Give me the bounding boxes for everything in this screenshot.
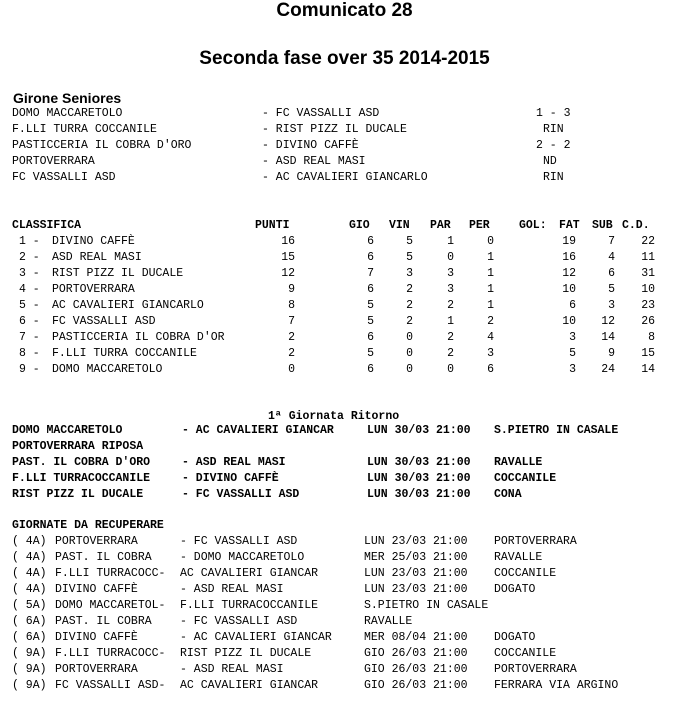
standing-points: 16 (281, 235, 295, 248)
standing-team: ASD REAL MASI (52, 251, 142, 264)
standing-goals-for: 6 (569, 299, 576, 312)
standing-points: 7 (288, 315, 295, 328)
fixture-datetime: LUN 30/03 21:00 (367, 488, 471, 501)
standing-goals-for: 10 (562, 283, 576, 296)
standing-points: 12 (281, 267, 295, 280)
standing-diff: 22 (641, 235, 655, 248)
fixture-venue: CONA (494, 488, 522, 501)
standings-row (0, 330, 689, 346)
standing-lost: 4 (487, 331, 494, 344)
col-diff: C.D. (622, 219, 650, 232)
standing-drawn: 3 (447, 267, 454, 280)
recupero-home: PORTOVERRARA (55, 535, 138, 548)
standing-points: 8 (288, 299, 295, 312)
result-away: - ASD REAL MASI (262, 155, 366, 168)
recupero-home: PAST. IL COBRA (55, 615, 152, 628)
standing-goals-for: 10 (562, 315, 576, 328)
standing-team: F.LLI TURRA COCCANILE (52, 347, 197, 360)
recupero-away: F.LLI TURRACOCCANILE (180, 599, 319, 612)
col-for: FAT (559, 219, 580, 232)
standing-diff: 23 (641, 299, 655, 312)
fixture-datetime: LUN 30/03 21:00 (367, 472, 471, 485)
standing-won: 2 (406, 283, 413, 296)
standing-diff: 14 (641, 363, 655, 376)
recupero-row (0, 646, 689, 662)
result-away: - DIVINO CAFFÈ (262, 139, 359, 152)
standing-goals-against: 14 (601, 331, 615, 344)
fixture-away: - AC CAVALIERI GIANCAR (182, 424, 334, 437)
recupero-away: - DOMO MACCARETOLO (180, 551, 305, 564)
result-score: ND (543, 155, 557, 168)
standing-lost: 2 (487, 315, 494, 328)
recupero-venue: COCCANILE (494, 567, 557, 580)
recupero-venue: PORTOVERRARA (494, 663, 577, 676)
fixture-away: - ASD REAL MASI (182, 456, 286, 469)
fixture-datetime: LUN 30/03 21:00 (367, 424, 471, 437)
recupero-row (0, 614, 689, 630)
standing-goals-against: 4 (608, 251, 615, 264)
recupero-venue: FERRARA VIA ARGINO (494, 679, 619, 692)
col-team: CLASSIFICA (12, 219, 82, 232)
recupero-away: - AC CAVALIERI GIANCAR (180, 631, 332, 644)
standing-won: 0 (406, 331, 413, 344)
recupero-round: ( 9A) (12, 647, 47, 660)
recupero-round: ( 4A) (12, 583, 47, 596)
recupero-home: DIVINO CAFFÈ (55, 631, 138, 644)
recupero-round: ( 5A) (12, 599, 47, 612)
standing-position: 8 - (19, 347, 40, 360)
standing-position: 6 - (19, 315, 40, 328)
col-won: VIN (389, 219, 410, 232)
result-away: - AC CAVALIERI GIANCARLO (262, 171, 428, 184)
standing-drawn: 3 (447, 283, 454, 296)
result-row (0, 138, 689, 154)
recupero-row (0, 550, 689, 566)
result-score: 2 - 2 (536, 139, 571, 152)
standing-played: 6 (367, 283, 374, 296)
recupero-datetime: S.PIETRO IN CASALE (364, 599, 489, 612)
recupero-away: AC CAVALIERI GIANCAR (180, 679, 319, 692)
recupero-datetime: GIO 26/03 21:00 (364, 679, 468, 692)
standing-points: 0 (288, 363, 295, 376)
standing-points: 9 (288, 283, 295, 296)
standing-won: 0 (406, 363, 413, 376)
standing-goals-against: 3 (608, 299, 615, 312)
standing-position: 7 - (19, 331, 40, 344)
recupero-home: PORTOVERRARA (55, 663, 138, 676)
standing-won: 3 (406, 267, 413, 280)
standing-points: 2 (288, 331, 295, 344)
standing-goals-for: 19 (562, 235, 576, 248)
fixture-venue: RAVALLE (494, 456, 543, 469)
standing-drawn: 0 (447, 363, 454, 376)
standing-played: 6 (367, 251, 374, 264)
recupero-away: RIST PIZZ IL DUCALE (180, 647, 312, 660)
standings-row (0, 362, 689, 378)
recupero-away: - FC VASSALLI ASD (180, 535, 298, 548)
result-row (0, 170, 689, 186)
recuperi-title: GIORNATE DA RECUPERARE (12, 519, 164, 532)
recupero-round: ( 9A) (12, 663, 47, 676)
fixture-home: F.LLI TURRACOCCANILE (12, 472, 151, 485)
standing-points: 15 (281, 251, 295, 264)
recupero-row (0, 678, 689, 694)
fixture-away: - DIVINO CAFFÈ (182, 472, 279, 485)
standing-diff: 26 (641, 315, 655, 328)
standings-row (0, 266, 689, 282)
col-against: SUB (592, 219, 613, 232)
recupero-round: ( 4A) (12, 567, 47, 580)
recupero-home: FC VASSALLI ASD- (55, 679, 166, 692)
result-row (0, 122, 689, 138)
recupero-home: DIVINO CAFFÈ (55, 583, 138, 596)
standing-drawn: 0 (447, 251, 454, 264)
standing-goals-against: 12 (601, 315, 615, 328)
standing-lost: 1 (487, 251, 494, 264)
standing-diff: 11 (641, 251, 655, 264)
standings-row (0, 298, 689, 314)
standing-drawn: 1 (447, 315, 454, 328)
result-score: RIN (543, 123, 564, 136)
standing-goals-for: 5 (569, 347, 576, 360)
standing-played: 5 (367, 315, 374, 328)
fixture-home: PORTOVERRARA RIPOSA (12, 440, 144, 453)
document-title: Comunicato 28 (276, 0, 413, 21)
result-row (0, 106, 689, 122)
standing-drawn: 2 (447, 331, 454, 344)
standing-lost: 0 (487, 235, 494, 248)
recupero-datetime: LUN 23/03 21:00 (364, 535, 468, 548)
recupero-datetime: LUN 23/03 21:00 (364, 567, 468, 580)
standing-goals-for: 12 (562, 267, 576, 280)
standing-drawn: 2 (447, 347, 454, 360)
col-played: GIO (349, 219, 370, 232)
recupero-round: ( 9A) (12, 679, 47, 692)
fixture-row (0, 471, 689, 487)
recupero-datetime: GIO 26/03 21:00 (364, 647, 468, 660)
result-home: FC VASSALLI ASD (12, 171, 116, 184)
standing-drawn: 1 (447, 235, 454, 248)
standing-diff: 8 (648, 331, 655, 344)
standing-goals-against: 9 (608, 347, 615, 360)
recupero-home: PAST. IL COBRA (55, 551, 152, 564)
standing-won: 2 (406, 299, 413, 312)
standing-goals-against: 7 (608, 235, 615, 248)
standing-goals-against: 6 (608, 267, 615, 280)
standing-diff: 15 (641, 347, 655, 360)
recupero-row (0, 662, 689, 678)
recupero-away: - ASD REAL MASI (180, 583, 284, 596)
standing-position: 4 - (19, 283, 40, 296)
standing-lost: 1 (487, 283, 494, 296)
col-lost: PER (469, 219, 490, 232)
recupero-venue: PORTOVERRARA (494, 535, 577, 548)
result-away: - FC VASSALLI ASD (262, 107, 380, 120)
standings-row (0, 314, 689, 330)
standing-won: 0 (406, 347, 413, 360)
result-home: F.LLI TURRA COCCANILE (12, 123, 157, 136)
recupero-home: F.LLI TURRACOCC- (55, 567, 166, 580)
standing-won: 5 (406, 235, 413, 248)
recupero-away: AC CAVALIERI GIANCAR (180, 567, 319, 580)
standing-diff: 10 (641, 283, 655, 296)
recupero-round: ( 4A) (12, 551, 47, 564)
recupero-venue: RAVALLE (494, 551, 543, 564)
standing-played: 6 (367, 363, 374, 376)
recupero-round: ( 6A) (12, 615, 47, 628)
recupero-venue: DOGATO (494, 631, 536, 644)
recupero-venue: COCCANILE (494, 647, 557, 660)
recupero-away: - ASD REAL MASI (180, 663, 284, 676)
standing-goals-against: 24 (601, 363, 615, 376)
recupero-round: ( 4A) (12, 535, 47, 548)
recupero-row (0, 534, 689, 550)
recupero-home: F.LLI TURRACOCC- (55, 647, 166, 660)
recupero-datetime: LUN 23/03 21:00 (364, 583, 468, 596)
standing-played: 6 (367, 331, 374, 344)
recupero-row (0, 630, 689, 646)
recupero-round: ( 6A) (12, 631, 47, 644)
standing-points: 2 (288, 347, 295, 360)
standing-won: 5 (406, 251, 413, 264)
standing-position: 3 - (19, 267, 40, 280)
standing-team: PORTOVERRARA (52, 283, 135, 296)
result-home: PORTOVERRARA (12, 155, 95, 168)
recupero-row (0, 566, 689, 582)
recupero-home: DOMO MACCARETOL- (55, 599, 166, 612)
standing-diff: 31 (641, 267, 655, 280)
result-score: RIN (543, 171, 564, 184)
group-heading: Girone Seniores (13, 90, 122, 106)
recupero-datetime: RAVALLE (364, 615, 413, 628)
standing-team: AC CAVALIERI GIANCARLO (52, 299, 204, 312)
standing-team: DIVINO CAFFÈ (52, 235, 135, 248)
fixture-row (0, 455, 689, 471)
result-away: - RIST PIZZ IL DUCALE (262, 123, 407, 136)
standing-team: RIST PIZZ IL DUCALE (52, 267, 184, 280)
standing-drawn: 2 (447, 299, 454, 312)
standings-header (0, 218, 689, 234)
document-subtitle: Seconda fase over 35 2014-2015 (199, 48, 490, 69)
standing-position: 1 - (19, 235, 40, 248)
standing-goals-for: 16 (562, 251, 576, 264)
standing-lost: 1 (487, 299, 494, 312)
fixture-venue: S.PIETRO IN CASALE (494, 424, 619, 437)
standing-goals-for: 3 (569, 331, 576, 344)
recupero-datetime: MER 08/04 21:00 (364, 631, 468, 644)
fixture-home: PAST. IL COBRA D'ORO (12, 456, 151, 469)
result-home: PASTICCERIA IL COBRA D'ORO (12, 139, 192, 152)
standing-team: FC VASSALLI ASD (52, 315, 156, 328)
recupero-away: - FC VASSALLI ASD (180, 615, 298, 628)
fixture-row (0, 487, 689, 503)
standing-played: 7 (367, 267, 374, 280)
col-points: PUNTI (255, 219, 290, 232)
fixture-row (0, 439, 689, 455)
standing-played: 6 (367, 235, 374, 248)
standing-played: 5 (367, 299, 374, 312)
recupero-row (0, 598, 689, 614)
giornata-title: 1ª Giornata Ritorno (268, 410, 400, 423)
standing-goals-against: 5 (608, 283, 615, 296)
standings-row (0, 250, 689, 266)
standing-team: PASTICCERIA IL COBRA D'OR (52, 331, 225, 344)
fixture-venue: COCCANILE (494, 472, 557, 485)
standings-row (0, 234, 689, 250)
recupero-datetime: MER 25/03 21:00 (364, 551, 468, 564)
fixture-datetime: LUN 30/03 21:00 (367, 456, 471, 469)
standing-goals-for: 3 (569, 363, 576, 376)
standing-position: 9 - (19, 363, 40, 376)
standing-won: 2 (406, 315, 413, 328)
standing-position: 5 - (19, 299, 40, 312)
recupero-datetime: GIO 26/03 21:00 (364, 663, 468, 676)
col-drawn: PAR (430, 219, 451, 232)
fixture-row (0, 423, 689, 439)
result-score: 1 - 3 (536, 107, 571, 120)
standing-team: DOMO MACCARETOLO (52, 363, 163, 376)
standings-row (0, 346, 689, 362)
result-row (0, 154, 689, 170)
fixture-away: - FC VASSALLI ASD (182, 488, 300, 501)
col-goals: GOL: (519, 219, 547, 232)
standing-lost: 6 (487, 363, 494, 376)
fixture-home: RIST PIZZ IL DUCALE (12, 488, 144, 501)
result-home: DOMO MACCARETOLO (12, 107, 123, 120)
recupero-row (0, 582, 689, 598)
fixture-home: DOMO MACCARETOLO (12, 424, 123, 437)
standing-position: 2 - (19, 251, 40, 264)
standing-lost: 1 (487, 267, 494, 280)
standing-played: 5 (367, 347, 374, 360)
standing-lost: 3 (487, 347, 494, 360)
recupero-venue: DOGATO (494, 583, 536, 596)
standings-row (0, 282, 689, 298)
